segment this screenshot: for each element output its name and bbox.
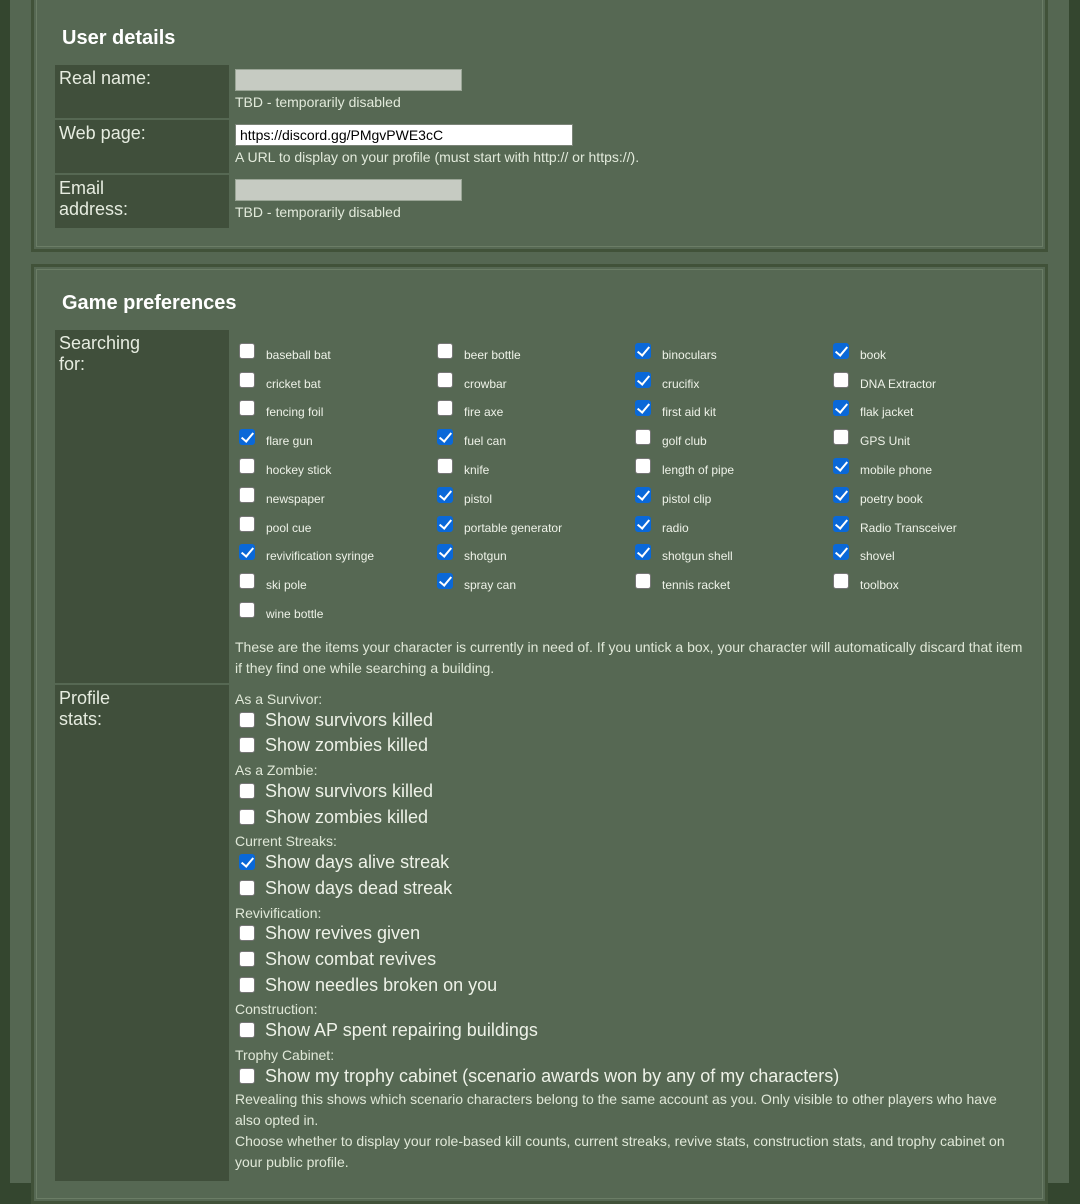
email-label [55, 175, 229, 228]
stats-group-construction [235, 1001, 1027, 1043]
search-item-shotgun[interactable] [433, 535, 631, 564]
search-item-length-of-pipe[interactable] [631, 448, 829, 477]
stat-option-label: Show zombies killed [265, 806, 429, 827]
search-item-label: ski pole [266, 578, 307, 593]
stats-group-as-a-zombie [235, 762, 1027, 829]
radio-transceiver-checkbox[interactable] [833, 516, 849, 532]
ski-pole-checkbox[interactable] [239, 573, 255, 589]
stat-option-show-days-alive-streak[interactable] [235, 849, 1027, 875]
stat-option-label: Show my trophy cabinet (scenario awards won by any of my characters) [265, 1065, 840, 1086]
crucifix-checkbox[interactable] [635, 372, 651, 388]
pistol-clip-checkbox[interactable] [635, 487, 651, 503]
search-item-label: Radio Transceiver [860, 520, 957, 535]
stat-option-show-days-dead-streak[interactable] [235, 875, 1027, 901]
search-item-label: newspaper [266, 491, 325, 506]
search-item-pool-cue[interactable] [235, 506, 433, 535]
pool-cue-checkbox[interactable] [239, 516, 255, 532]
profile-stats-description: Choose whether to display your role-based kill counts, current streaks, revive stats, construction stats, and trophy cabinet on your public profile. [235, 1132, 1005, 1170]
stat-option-checkbox[interactable] [239, 977, 255, 993]
search-item-binoculars[interactable] [631, 333, 829, 362]
stat-option-checkbox[interactable] [239, 783, 255, 799]
search-items-grid [235, 333, 1027, 621]
search-item-spray-can[interactable] [433, 563, 631, 592]
mobile-phone-checkbox[interactable] [833, 458, 849, 474]
game-preferences-title: Game preferences [62, 292, 237, 314]
web-page-label: Web page: [55, 120, 229, 173]
stats-group-heading: Current Streaks: [235, 833, 337, 850]
stat-option-label: Show needles broken on you [265, 974, 498, 995]
search-item-wine-bottle[interactable] [235, 592, 433, 621]
real-name-label: Real name: [55, 65, 229, 118]
searching-label-line2: for: [59, 354, 86, 374]
search-item-radio-transceiver[interactable] [829, 506, 1027, 535]
stat-option-show-revives-given[interactable] [235, 921, 1027, 947]
stat-option-label: Show days dead streak [265, 877, 453, 898]
searching-cell [229, 330, 1027, 683]
search-item-toolbox[interactable] [829, 563, 1027, 592]
user-details-title: User details [62, 27, 176, 49]
profile-stats-label-line1: Profile [59, 688, 111, 708]
search-item-tennis-racket[interactable] [631, 563, 829, 592]
stats-group-heading: Construction: [235, 1001, 318, 1018]
profile-stats-cell [229, 685, 1027, 1181]
web-page-input[interactable] [235, 124, 573, 146]
search-item-label: spray can [464, 578, 517, 593]
search-item-label: hockey stick [266, 462, 332, 477]
profile-stats-label-line2: stats: [59, 709, 103, 729]
searching-label-line1: Searching [59, 333, 141, 353]
search-item-crucifix[interactable] [631, 362, 829, 391]
dna-extractor-checkbox[interactable] [833, 372, 849, 388]
search-item-label: portable generator [464, 520, 563, 535]
gps-unit-checkbox[interactable] [833, 429, 849, 445]
trophy-note: Revealing this shows which scenario characters belong to the same account as you. Only visible to other players who have also opted in. [235, 1090, 997, 1128]
stat-option-show-ap-spent-repairing-buildings[interactable] [235, 1017, 1027, 1043]
golf-club-checkbox[interactable] [635, 429, 651, 445]
searching-description: These are the items your character is currently in need of. If you untick a box, your character will automatically discard that item if they find one while searching a building. [235, 638, 1023, 676]
shovel-checkbox[interactable] [833, 544, 849, 560]
shotgun-shell-checkbox[interactable] [635, 544, 651, 560]
tennis-racket-checkbox[interactable] [635, 573, 651, 589]
fire-axe-checkbox[interactable] [437, 400, 453, 416]
searching-row [55, 330, 1027, 683]
search-item-pistol[interactable] [433, 477, 631, 506]
search-item-label: book [860, 347, 887, 362]
search-item-label: first aid kit [662, 405, 717, 420]
stat-option-show-my-trophy-cabinet-scenario-awards-won-by-any-of-my-characters[interactable] [235, 1063, 1027, 1089]
search-item-label: baseball bat [266, 347, 331, 362]
stats-group-as-a-survivor [235, 691, 1027, 758]
stat-option-checkbox[interactable] [239, 712, 255, 728]
newspaper-checkbox[interactable] [239, 487, 255, 503]
search-item-label: pool cue [266, 520, 312, 535]
stat-option-show-survivors-killed[interactable] [235, 707, 1027, 733]
search-item-label: fuel can [464, 434, 507, 449]
length-of-pipe-checkbox[interactable] [635, 458, 651, 474]
search-item-cricket-bat[interactable] [235, 362, 433, 391]
search-item-label: length of pipe [662, 462, 735, 477]
search-item-knife[interactable] [433, 448, 631, 477]
search-item-shovel[interactable] [829, 535, 1027, 564]
profile-stats-row [55, 685, 1027, 1181]
email-label-line1: Email [59, 178, 105, 198]
search-item-hockey-stick[interactable] [235, 448, 433, 477]
search-item-gps-unit[interactable] [829, 419, 1027, 448]
user-details-form [55, 63, 639, 230]
search-item-book[interactable] [829, 333, 1027, 362]
search-item-dna-extractor[interactable] [829, 362, 1027, 391]
search-item-label: DNA Extractor [860, 376, 937, 391]
stats-group-revivification [235, 905, 1027, 998]
stat-option-show-needles-broken-on-you[interactable] [235, 972, 1027, 998]
search-item-label: revivification syringe [266, 549, 375, 564]
stat-option-show-zombies-killed[interactable] [235, 733, 1027, 759]
radio-checkbox[interactable] [635, 516, 651, 532]
game-preferences-form [55, 328, 1027, 1183]
stat-option-show-combat-revives[interactable] [235, 946, 1027, 972]
search-item-ski-pole[interactable] [235, 563, 433, 592]
search-item-label: beer bottle [464, 347, 521, 362]
web-page-row [55, 120, 639, 173]
stat-option-label: Show survivors killed [265, 709, 434, 730]
stat-option-label: Show revives given [265, 923, 421, 944]
email-row [55, 175, 639, 228]
hockey-stick-checkbox[interactable] [239, 458, 255, 474]
beer-bottle-checkbox[interactable] [437, 343, 453, 359]
search-item-label: binoculars [662, 347, 717, 362]
book-checkbox[interactable] [833, 343, 849, 359]
stat-option-checkbox[interactable] [239, 854, 255, 870]
search-item-label: flare gun [266, 434, 313, 449]
search-item-label: mobile phone [860, 462, 933, 477]
search-item-pistol-clip[interactable] [631, 477, 829, 506]
search-item-baseball-bat[interactable] [235, 333, 433, 362]
search-item-label: fencing foil [266, 405, 324, 420]
search-item-newspaper[interactable] [235, 477, 433, 506]
search-item-mobile-phone[interactable] [829, 448, 1027, 477]
stats-group-heading: Revivification: [235, 904, 322, 921]
stat-option-checkbox[interactable] [239, 951, 255, 967]
stat-option-checkbox[interactable] [239, 737, 255, 753]
fencing-foil-checkbox[interactable] [239, 400, 255, 416]
search-item-label: pistol clip [662, 491, 712, 506]
real-name-hint: TBD - temporarily disabled [235, 94, 401, 110]
stats-group-heading: Trophy Cabinet: [235, 1046, 335, 1063]
search-item-label: pistol [464, 491, 493, 506]
search-item-fuel-can[interactable] [433, 419, 631, 448]
stat-option-checkbox[interactable] [239, 880, 255, 896]
stat-option-label: Show days alive streak [265, 852, 450, 873]
email-cell [229, 175, 639, 228]
search-item-label: tennis racket [662, 578, 731, 593]
real-name-input[interactable] [235, 69, 462, 91]
stat-option-checkbox[interactable] [239, 925, 255, 941]
search-item-label: golf club [662, 434, 707, 449]
poetry-book-checkbox[interactable] [833, 487, 849, 503]
stat-option-label: Show zombies killed [265, 735, 429, 756]
cricket-bat-checkbox[interactable] [239, 372, 255, 388]
search-item-poetry-book[interactable] [829, 477, 1027, 506]
search-item-label: crowbar [464, 376, 507, 391]
search-item-label: crucifix [662, 376, 700, 391]
stat-option-label: Show survivors killed [265, 780, 434, 801]
stat-option-checkbox[interactable] [239, 809, 255, 825]
wine-bottle-checkbox[interactable] [239, 602, 255, 618]
toolbox-checkbox[interactable] [833, 573, 849, 589]
email-input[interactable] [235, 179, 462, 201]
stat-option-show-survivors-killed[interactable] [235, 778, 1027, 804]
web-page-cell [229, 120, 639, 173]
search-item-label: flak jacket [860, 405, 914, 420]
stats-group-trophy-cabinet [235, 1047, 1027, 1089]
search-item-beer-bottle[interactable] [433, 333, 631, 362]
search-item-revivification-syringe[interactable] [235, 535, 433, 564]
spray-can-checkbox[interactable] [437, 573, 453, 589]
profile-stats-groups [235, 691, 1027, 1089]
stats-group-current-streaks [235, 833, 1027, 900]
search-item-fire-axe[interactable] [433, 391, 631, 420]
crowbar-checkbox[interactable] [437, 372, 453, 388]
shotgun-checkbox[interactable] [437, 544, 453, 560]
real-name-cell [229, 65, 639, 118]
pistol-checkbox[interactable] [437, 487, 453, 503]
search-item-flak-jacket[interactable] [829, 391, 1027, 420]
revivification-syringe-checkbox[interactable] [239, 544, 255, 560]
fuel-can-checkbox[interactable] [437, 429, 453, 445]
search-item-flare-gun[interactable] [235, 419, 433, 448]
baseball-bat-checkbox[interactable] [239, 343, 255, 359]
search-item-crowbar[interactable] [433, 362, 631, 391]
profile-stats-label [55, 685, 229, 1181]
searching-label [55, 330, 229, 683]
stat-option-checkbox[interactable] [239, 1068, 255, 1084]
search-item-label: GPS Unit [860, 434, 911, 449]
stat-option-label: Show combat revives [265, 948, 437, 969]
stat-option-checkbox[interactable] [239, 1022, 255, 1038]
search-item-label: fire axe [464, 405, 504, 420]
portable-generator-checkbox[interactable] [437, 516, 453, 532]
search-item-label: wine bottle [266, 606, 324, 621]
search-item-label: knife [464, 462, 490, 477]
stats-group-heading: As a Zombie: [235, 762, 318, 779]
search-item-label: shotgun [464, 549, 507, 564]
search-item-label: shotgun shell [662, 549, 733, 564]
search-item-golf-club[interactable] [631, 419, 829, 448]
search-item-first-aid-kit[interactable] [631, 391, 829, 420]
flare-gun-checkbox[interactable] [239, 429, 255, 445]
stat-option-show-zombies-killed[interactable] [235, 804, 1027, 830]
stat-option-label: Show AP spent repairing buildings [265, 1020, 538, 1041]
user-details-panel [31, 0, 1048, 252]
game-preferences-panel [31, 264, 1048, 1204]
search-item-portable-generator[interactable] [433, 506, 631, 535]
flak-jacket-checkbox[interactable] [833, 400, 849, 416]
knife-checkbox[interactable] [437, 458, 453, 474]
stats-group-heading: As a Survivor: [235, 691, 323, 707]
email-label-line2: address: [59, 199, 129, 219]
real-name-row [55, 65, 639, 118]
search-item-label: shovel [860, 549, 895, 564]
search-item-label: poetry book [860, 491, 923, 506]
email-hint: TBD - temporarily disabled [235, 204, 401, 220]
search-item-label: radio [662, 520, 689, 535]
search-item-label: cricket bat [266, 376, 321, 391]
web-page-hint: A URL to display on your profile (must start with http:// or https://). [235, 149, 640, 165]
search-item-fencing-foil[interactable] [235, 391, 433, 420]
first-aid-kit-checkbox[interactable] [635, 400, 651, 416]
search-item-shotgun-shell[interactable] [631, 535, 829, 564]
search-item-label: toolbox [860, 578, 899, 593]
binoculars-checkbox[interactable] [635, 343, 651, 359]
search-item-radio[interactable] [631, 506, 829, 535]
